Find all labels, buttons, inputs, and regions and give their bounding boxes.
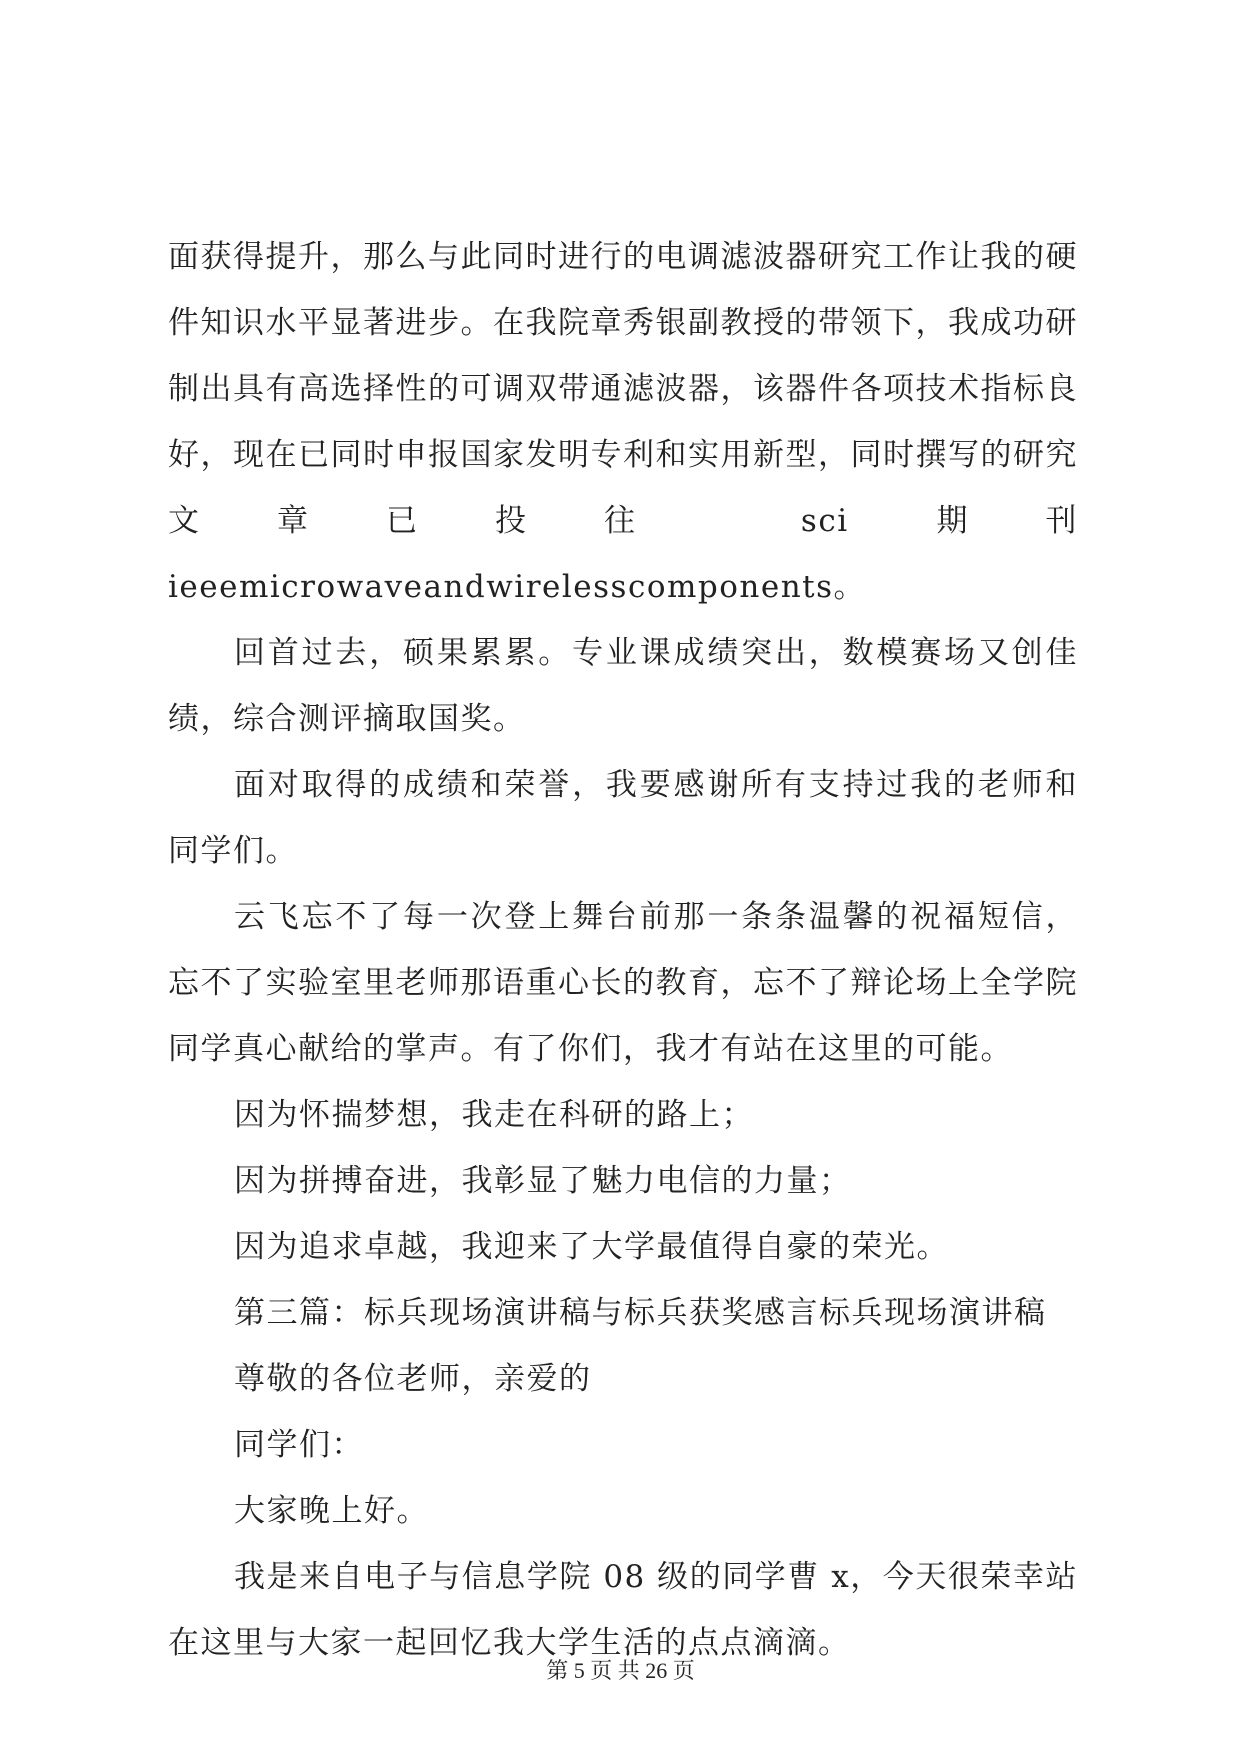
page-number-footer: 第 5 页 共 26 页 xyxy=(546,1658,695,1683)
line-strive: 因为拼搏奋进，我彰显了魅力电信的力量； xyxy=(234,1163,852,1199)
document-body xyxy=(168,224,1078,1676)
section-heading: 第三篇：标兵现场演讲稿与标兵获奖感言标兵现场演讲稿 xyxy=(234,1295,1047,1331)
paragraph-gratitude: 面对取得的成绩和荣誉，我要感谢所有支持过我的老师和同学们。 xyxy=(168,767,1078,869)
paragraph-introduction: 我是来自电子与信息学院 08 级的同学曹 x，今天很荣幸站在这里与大家一起回忆我大学生活的点点滴滴。 xyxy=(168,1559,1078,1661)
paragraph-research-continued: 面获得提升，那么与此同时进行的电调滤波器研究工作让我的硬件知识水平显著进步。在我院章秀银副教授的带领下，我成功研制出具有高选择性的可调双带通滤波器，该器件各项技术指标良好，现在已同时申报国家发明专利和实用新型，同时撰写的研究文章已投往 sci 期刊 ieeemicrowaveandwirelesscomponents。 xyxy=(168,239,1078,605)
greeting-line: 大家晚上好。 xyxy=(234,1493,429,1529)
line-excellence: 因为追求卓越，我迎来了大学最值得自豪的荣光。 xyxy=(234,1229,949,1265)
paragraph-achievements: 回首过去，硕果累累。专业课成绩突出，数模赛场又创佳绩，综合测评摘取国奖。 xyxy=(168,635,1078,737)
paragraph-memories: 云飞忘不了每一次登上舞台前那一条条温馨的祝福短信，忘不了实验室里老师那语重心长的教育，忘不了辩论场上全学院同学真心献给的掌声。有了你们，我才有站在这里的可能。 xyxy=(168,899,1078,1067)
salutation-students: 同学们： xyxy=(234,1427,364,1463)
line-dream: 因为怀揣梦想，我走在科研的路上； xyxy=(234,1097,754,1133)
salutation-line: 尊敬的各位老师，亲爱的 xyxy=(234,1361,592,1397)
